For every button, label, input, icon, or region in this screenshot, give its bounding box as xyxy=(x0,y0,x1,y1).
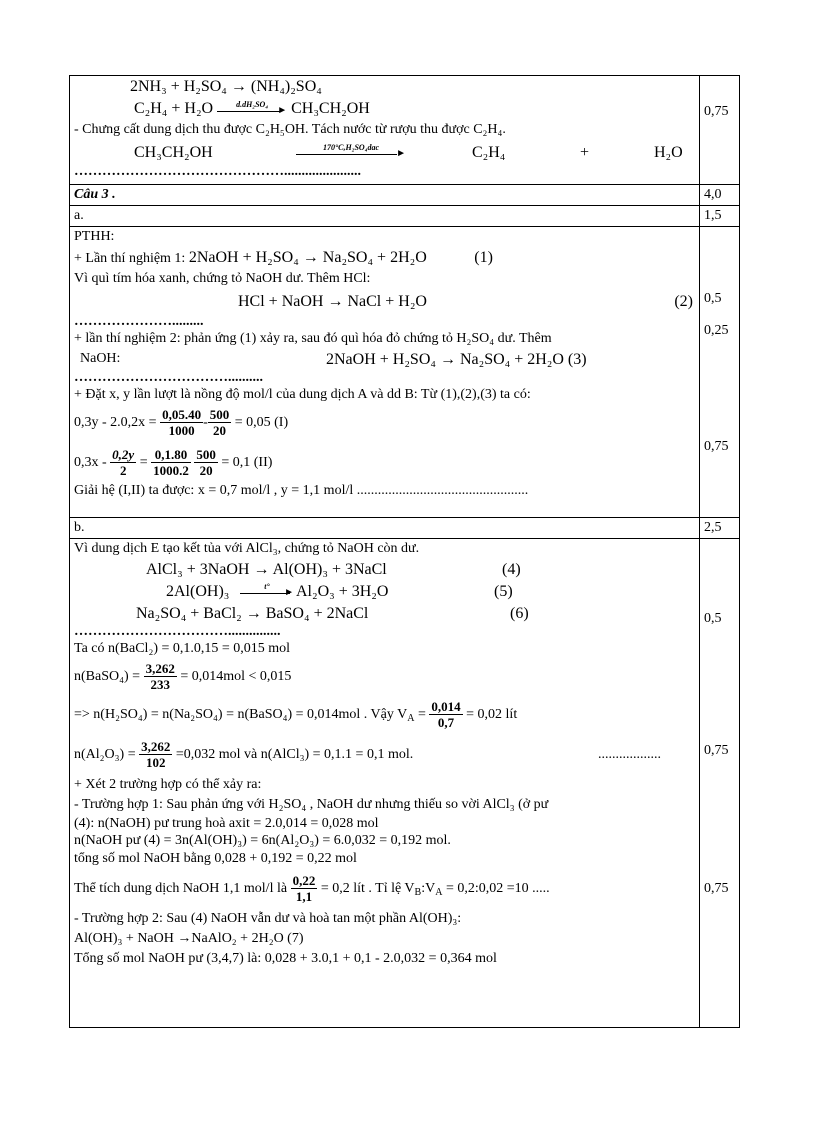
fraction: $\frac{0,22}{1,1}$ xyxy=(292,873,316,905)
score-cell: 0,5 0,25 0,75 xyxy=(700,227,740,518)
equation-dehydration: CH₃CH₂OH 170°C,H₂SO₄dac ► C₂H₄ + H₂O xyxy=(134,143,683,161)
fraction: $\frac{0,05.40}{1000}$ xyxy=(162,407,202,439)
volume-a: => n(H₂SO₄) = n(Na₂SO₄) = n(BaSO₄) = 0,014mol . Vậy $V_A$ = $\frac{0,014}{0,7}$ = 0,02 lít xyxy=(74,699,518,731)
fraction: $\frac{500}{20}$ xyxy=(209,407,230,439)
answer-sheet xyxy=(69,75,739,1028)
equation-2: HCl + NaOH → NaCl + H₂O (2) xyxy=(238,293,693,310)
dotted-line: ………………………………………...................... xyxy=(74,164,361,179)
experiment-1: + Lần thí nghiệm 1: 2NaOH + H₂SO₄ → Na₂SO₄ + 2H₂O (1) xyxy=(74,249,493,266)
table-row-part-a-solution xyxy=(70,227,740,518)
fraction: $\frac{0,2y}{2}$ xyxy=(112,447,135,479)
al2o3-moles: n(Al₂O₃) = $\frac{3,262}{102}$ =0,032 mol và n(AlCl₃) = 0,1.1 = 0,1 mol. .................. xyxy=(74,739,661,771)
score-cell: 2,5 xyxy=(700,518,740,539)
reaction-arrow: 170°C,H₂SO₄dac ► xyxy=(296,146,406,158)
equation-4: AlCl₃ + 3NaOH → Al(OH)₃ + 3NaCl (4) xyxy=(146,561,521,578)
fraction: $\frac{0,014}{0,7}$ xyxy=(431,699,461,731)
table-row-part-b-solution xyxy=(70,539,740,1028)
part-label: b. xyxy=(70,518,700,539)
fraction: $\frac{0,1.80}{1000.2}$ xyxy=(153,447,189,479)
dotted-line: ……………………………............... xyxy=(74,624,281,639)
reaction-arrow: d.dH₂SO₄ ► xyxy=(217,103,287,115)
naoh-volume: Thể tích dung dịch NaOH 1,1 mol/l là $\frac{0,22}{1,1}$ = 0,2 lít . Tỉ lệ $V_B:V_A$ = 0,2:0,02 =10 ..... xyxy=(74,873,550,905)
content-cell xyxy=(70,76,700,185)
score-cell: 4,0 xyxy=(700,185,740,206)
baso4-moles: n(BaSO₄) = $\frac{3,262}{233}$ = 0,014mol < 0,015 xyxy=(74,661,292,693)
equation-II: 0,3x - $\frac{0,2y}{2}$ = $\frac{0,1.80}{1000.2}$ $\frac{500}{20}$ = 0,1 (II) xyxy=(74,447,273,479)
part-label: a. xyxy=(70,206,700,227)
score-cell: 0,5 0,75 0,75 xyxy=(700,539,740,1028)
dotted-line: …………………......... xyxy=(74,314,204,329)
table-row-part-a xyxy=(70,206,740,227)
fraction: $\frac{3,262}{233}$ xyxy=(145,661,175,693)
question-label: Câu 3 . xyxy=(70,185,700,206)
answer-table xyxy=(69,75,740,1028)
distillation-text: - Chưng cất dung dịch thu được C₂H₅OH. Tách nước từ rượu thu được C₂H₄. xyxy=(74,122,506,137)
dotted-line: …………………………….......... xyxy=(74,370,263,385)
score-cell: 0,75 xyxy=(700,76,740,185)
table-row-part-b xyxy=(70,518,740,539)
reaction-arrow: t° ► xyxy=(240,585,294,597)
equation-ethylene-hydration: C₂H₄ + H₂O d.dH₂SO₄ ► CH₃CH₂OH xyxy=(134,100,370,117)
table-row-question xyxy=(70,185,740,206)
fraction: $\frac{3,262}{102}$ xyxy=(141,739,171,771)
table-row-reactions xyxy=(70,76,740,185)
content-cell: PTHH: + Lần thí nghiệm 1: 2NaOH + H₂SO₄ → Na₂SO₄ + 2H₂O (1) Vì quì tím hóa xanh, chứng tỏ NaOH dư. Thêm HCl: HCl + NaOH → NaCl + H₂O (2) …………………......... + lần thí nghiệm 2: phản ứng (1) xảy ra, sau đó quì hóa đỏ chứng tỏ H₂SO₄ dư. Thêm NaOH: 2NaOH + H₂SO₄ → Na₂SO₄ + 2H₂O (3) …………………………….......... + Đặt x, y lần lượt là nồng độ mol/l của dung dịch A và dd B: Từ (1),(2),(3) ta có: 0,3y - 2.0,2x = $\frac{0,05.40}{1000}$ - $\frac{500}{20}$ = 0,05 (I) 0,3x - $\frac{0,2y}{2}$ = $\frac{0,1.80}{1000.2}$ $\frac{500}{20}$ = 0,1 (II) Giải hệ (I,II) ta được: x = 0,7 mol/l , y = 1,1 mol/l ................................................. xyxy=(70,227,700,518)
equation-I: 0,3y - 2.0,2x = $\frac{0,05.40}{1000}$ - $\frac{500}{20}$ = 0,05 (I) xyxy=(74,407,289,439)
equation-nh3: 2NH₃ + H₂SO₄ → (NH₄)₂SO₄ xyxy=(130,78,322,95)
equation-5: 2Al(OH)₃ t° ► Al₂O₃ + 3H₂O (5) xyxy=(166,582,513,600)
score-cell: 1,5 xyxy=(700,206,740,227)
equation-6: Na₂SO₄ + BaCl₂ → BaSO₄ + 2NaCl (6) xyxy=(136,605,529,622)
equation-3: NaOH: 2NaOH + H₂SO₄ → Na₂SO₄ + 2H₂O (3) xyxy=(80,351,587,368)
fraction: $\frac{500}{20}$ xyxy=(196,447,216,479)
content-cell: Vì dung dịch E tạo kết tủa với AlCl₃, chứng tỏ NaOH còn dư. AlCl₃ + 3NaOH → Al(OH)₃ + 3NaCl (4) 2Al(OH)₃ t° ► Al₂O₃ + 3H₂O (5) Na₂SO₄ + BaCl₂ → BaSO₄ + 2NaCl (6) ……………………………............... Ta có n(BaCl₂) = 0,1.0,15 = 0,015 mol n(BaSO₄) = $\frac{3,262}{233}$ = 0,014mol < 0,015 => n(H₂SO₄) = n(Na₂SO₄) = n(BaSO₄) = 0,014mol . Vậy $V_A$ = $\frac{0,014}{0,7}$ = 0,02 lít n(Al₂O₃) = $\frac{3,262}{102}$ =0,032 mol và n(AlCl₃) = 0,1.1 = 0,1 mol. .................. + Xét 2 trường hợp có thể xảy ra: - Trường hợp 1: Sau phản ứng với H₂SO₄ , NaOH dư nhưng thiếu so vời AlCl₃ (ở pư (4): n(NaOH) pư trung hoà axit = 2.0,014 = 0,028 mol n(NaOH pư (4) = 3n(Al(OH)₃) = 6n(Al₂O₃) = 6.0,032 = 0,192 mol. tổng số mol NaOH bằng 0,028 + 0,192 = 0,22 mol Thể tích dung dịch NaOH 1,1 mol/l là $\frac{0,22}{1,1}$ = 0,2 lít . Tỉ lệ $V_B:V_A$ = 0,2:0,02 =10 ..... - Trường hợp 2: Sau (4) NaOH vẫn dư và hoà tan một phần Al(OH)₃: Al(OH)₃ + NaOH →NaAlO₂ + 2H₂O (7) Tổng số mol NaOH pư (3,4,7) là: 0,028 + 3.0,1 + 0,1 - 2.0,032 = 0,364 mol xyxy=(70,539,700,1028)
solution-result: Giải hệ (I,II) ta được: x = 0,7 mol/l , y = 1,1 mol/l ................................................. xyxy=(74,483,529,498)
